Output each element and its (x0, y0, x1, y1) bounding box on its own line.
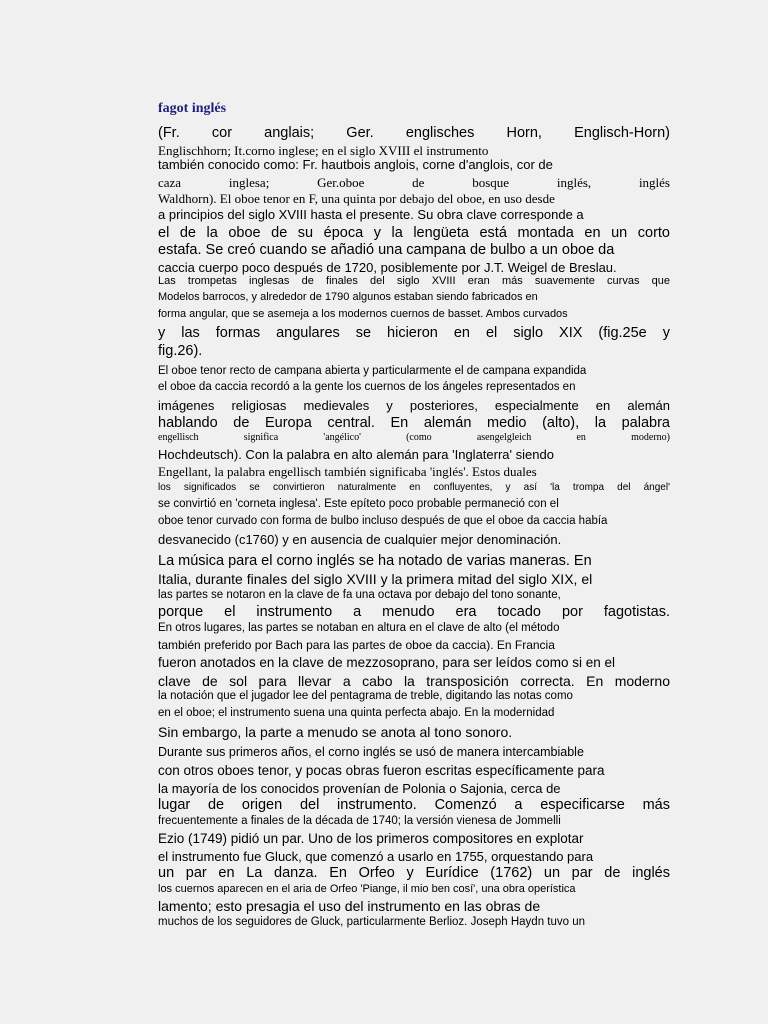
body-text-line: clave de sol para llevar a cabo la transposición correcta. En moderno (158, 673, 670, 689)
body-text-line: Sin embargo, la parte a menudo se anota al tono sonoro. (158, 724, 513, 740)
body-text-line: oboe tenor curvado con forma de bulbo incluso después de que el oboe da caccia había (158, 515, 608, 527)
body-text-line: Waldhorn). El oboe tenor en F, una quinta por debajo del oboe, en uso desde (158, 191, 555, 206)
body-text-line: a principios del siglo XVIII hasta el presente. Su obra clave corresponde a (158, 207, 584, 222)
body-text-line: fig.26). (158, 343, 203, 359)
body-text-line: El oboe tenor recto de campana abierta y particularmente el de campana expandida (158, 365, 587, 377)
body-text-line: los cuernos aparecen en el aria de Orfeo 'Piange, il mio ben cosí', una obra operística (158, 883, 576, 895)
body-text-line: Hochdeutsch). Con la palabra en alto alemán para 'Inglaterra' siendo (158, 447, 554, 462)
body-text-line: con otros oboes tenor, y pocas obras fueron escritas específicamente para (158, 763, 605, 778)
body-text-line: el instrumento fue Gluck, que comenzó a usarlo en 1755, orquestando para (158, 849, 594, 864)
body-text-line: caccia cuerpo poco después de 1720, posiblemente por J.T. Weigel de Breslau. (158, 260, 617, 275)
body-text-line: Italia, durante finales del siglo XVIII y la primera mitad del siglo XIX, el (158, 571, 593, 587)
body-text-line: La música para el corno inglés se ha notado de varias maneras. En (158, 553, 592, 569)
body-text-line: desvanecido (c1760) y en ausencia de cualquier mejor denominación. (158, 532, 562, 547)
body-text-line: forma angular, que se asemeja a los modernos cuernos de basset. Ambos curvados (158, 308, 568, 320)
body-text-line: Modelos barrocos, y alrededor de 1790 algunos estaban siendo fabricados en (158, 291, 538, 303)
body-text-line: caza inglesa; Ger.oboe de bosque inglés, inglés (158, 175, 670, 190)
body-text-line: en el oboe; el instrumento suena una quinta perfecta abajo. En la modernidad (158, 707, 555, 719)
body-text-line: el oboe da caccia recordó a la gente los cuernos de los ángeles representados en (158, 381, 576, 393)
body-text-line: porque el instrumento a menudo era tocado por fagotistas. (158, 604, 670, 620)
body-text-line: lugar de origen del instrumento. Comenzó a especificarse más (158, 797, 670, 813)
body-text-line: (Fr. cor anglais; Ger. englisches Horn, Englisch-Horn) (158, 125, 670, 141)
body-text-line: Engellant, la palabra engellisch también significaba 'inglés'. Estos duales (158, 464, 537, 479)
body-text-line: En otros lugares, las partes se notaban en altura en el clave de alto (el método (158, 622, 560, 634)
body-text-line: Ezio (1749) pidió un par. Uno de los primeros compositores en explotar (158, 831, 584, 846)
body-text-line: estafa. Se creó cuando se añadió una campana de bulbo a un oboe da (158, 242, 615, 258)
body-text-line: Las trompetas inglesas de finales del siglo XVIII eran más suavemente curvas que (158, 275, 670, 287)
body-text-line: engellisch significa 'angélico' (como asengelgleich en moderno) (158, 432, 670, 443)
body-text-line: Englischhorn; It.corno inglese; en el siglo XVIII el instrumento (158, 143, 489, 158)
body-text-line: frecuentemente a finales de la década de 1740; la versión vienesa de Jommelli (158, 815, 561, 827)
body-text-line: un par en La danza. En Orfeo y Eurídice (1762) un par de inglés (158, 865, 670, 881)
body-text-line: muchos de los seguidores de Gluck, particularmente Berlioz. Joseph Haydn tuvo un (158, 916, 586, 928)
body-text-line: se convirtió en 'corneta inglesa'. Este epíteto poco probable permaneció con el (158, 498, 559, 510)
body-text-line: imágenes religiosas medievales y posteriores, especialmente en alemán (158, 398, 670, 413)
body-text-line: lamento; esto presagia el uso del instrumento en las obras de (158, 898, 541, 914)
body-text-line: las partes se notaron en la clave de fa una octava por debajo del tono sonante, (158, 589, 561, 601)
body-text-line: los significados se convirtieron naturalmente en confluyentes, y así 'la trompa del ángel' (158, 482, 670, 493)
body-text-line: la mayoría de los conocidos provenían de Polonia o Sajonia, cerca de (158, 781, 561, 796)
body-text-line: hablando de Europa central. En alemán medio (alto), la palabra (158, 415, 670, 431)
body-text-line: y las formas angulares se hicieron en el siglo XIX (fig.25e y (158, 325, 670, 341)
body-text-line: el de la oboe de su época y la lengüeta está montada en un corto (158, 225, 670, 241)
body-text-line: la notación que el jugador lee del pentagrama de treble, digitando las notas como (158, 690, 573, 702)
body-text-line: Durante sus primeros años, el corno inglés se usó de manera intercambiable (158, 745, 584, 759)
body-text-line: fueron anotados en la clave de mezzosoprano, para ser leídos como si en el (158, 655, 616, 670)
article-heading: fagot inglés (158, 101, 227, 116)
body-text-line: también preferido por Bach para las partes de oboe da caccia). En Francia (158, 638, 555, 652)
body-text-line: también conocido como: Fr. hautbois anglois, corne d'anglois, cor de (158, 157, 553, 172)
